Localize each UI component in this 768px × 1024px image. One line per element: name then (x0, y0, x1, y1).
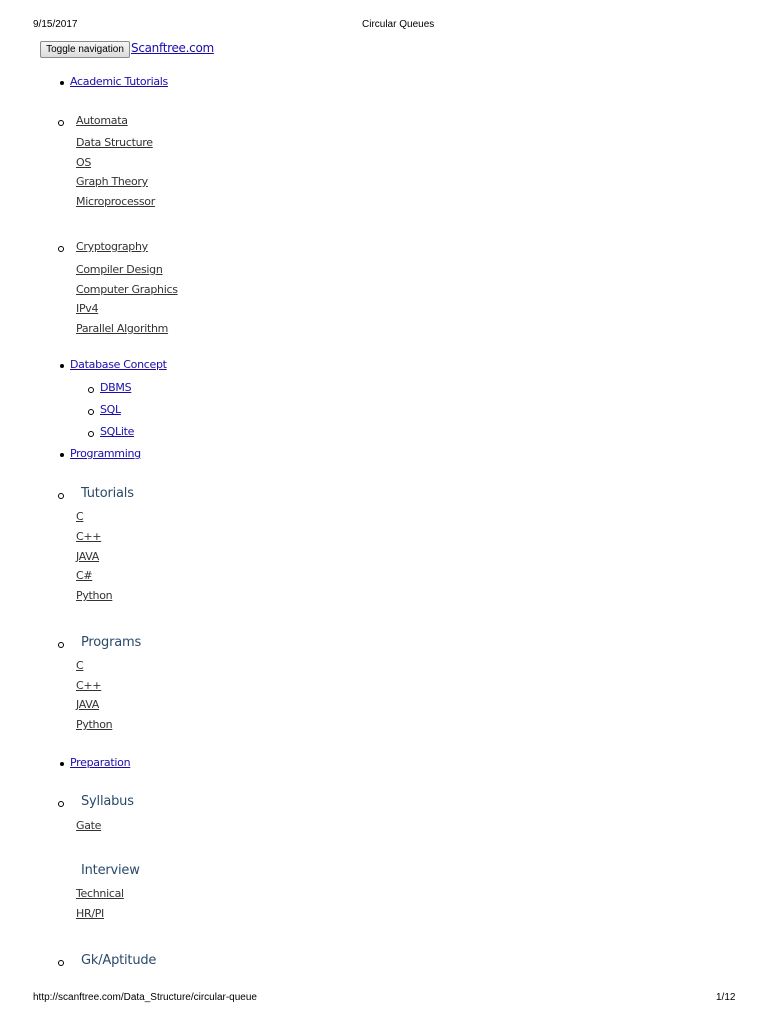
menu-item-data-structure[interactable]: Data Structure (76, 136, 153, 149)
menu-database-concept[interactable]: Database Concept (70, 358, 167, 371)
gk-aptitude-heading: Gk/Aptitude (81, 953, 157, 968)
bullet-circle-icon (58, 960, 64, 966)
menu-item-program-c[interactable]: C (76, 659, 84, 672)
menu-item-microprocessor[interactable]: Microprocessor (76, 195, 155, 208)
interview-heading: Interview (81, 863, 140, 878)
menu-item-ipv4[interactable]: IPv4 (76, 302, 99, 315)
menu-item-computer-graphics[interactable]: Computer Graphics (76, 283, 178, 296)
menu-item-graph-theory[interactable]: Graph Theory (76, 175, 148, 188)
menu-item-program-cpp[interactable]: C++ (76, 679, 102, 692)
menu-item-parallel-algorithm[interactable]: Parallel Algorithm (76, 322, 169, 335)
bullet-circle-icon (58, 642, 64, 648)
bullet-circle-icon (58, 801, 64, 807)
menu-item-compiler-design[interactable]: Compiler Design (76, 263, 163, 276)
menu-item-hr-pi[interactable]: HR/PI (76, 907, 104, 920)
programs-heading: Programs (81, 635, 142, 650)
menu-academic-tutorials[interactable]: Academic Tutorials (70, 75, 168, 88)
bullet-disc-icon (60, 762, 64, 766)
menu-item-tutorial-csharp[interactable]: C# (76, 569, 93, 582)
print-title: Circular Queues (362, 19, 435, 30)
menu-item-program-python[interactable]: Python (76, 718, 113, 731)
toggle-navigation-button[interactable]: Toggle navigation (40, 41, 130, 58)
bullet-disc-icon (60, 364, 64, 368)
bullet-disc-icon (60, 81, 64, 85)
tutorials-heading: Tutorials (81, 486, 134, 501)
menu-item-tutorial-python[interactable]: Python (76, 589, 113, 602)
brand-link[interactable]: Scanftree.com (131, 41, 214, 55)
print-url: http://scanftree.com/Data_Structure/circular-queue (33, 992, 257, 1003)
bullet-circle-icon (58, 493, 64, 499)
bullet-circle-icon (88, 409, 94, 415)
print-date: 9/15/2017 (33, 19, 78, 30)
menu-item-tutorial-java[interactable]: JAVA (76, 550, 100, 563)
menu-item-tutorial-c[interactable]: C (76, 510, 84, 523)
menu-programming[interactable]: Programming (70, 447, 141, 460)
menu-item-cryptography[interactable]: Cryptography (76, 240, 148, 253)
menu-item-sql[interactable]: SQL (100, 403, 121, 416)
menu-item-os[interactable]: OS (76, 156, 92, 169)
bullet-circle-icon (58, 246, 64, 252)
menu-item-tutorial-cpp[interactable]: C++ (76, 530, 102, 543)
bullet-disc-icon (60, 453, 64, 457)
bullet-circle-icon (88, 387, 94, 393)
menu-item-dbms[interactable]: DBMS (100, 381, 132, 394)
menu-item-program-java[interactable]: JAVA (76, 698, 100, 711)
bullet-circle-icon (88, 431, 94, 437)
menu-item-automata[interactable]: Automata (76, 114, 128, 127)
menu-item-sqlite[interactable]: SQLite (100, 425, 135, 438)
menu-item-gate[interactable]: Gate (76, 819, 102, 832)
syllabus-heading: Syllabus (81, 794, 134, 809)
menu-item-technical[interactable]: Technical (76, 887, 124, 900)
bullet-circle-icon (58, 120, 64, 126)
print-page-number: 1/12 (716, 992, 736, 1003)
menu-preparation[interactable]: Preparation (70, 756, 131, 769)
